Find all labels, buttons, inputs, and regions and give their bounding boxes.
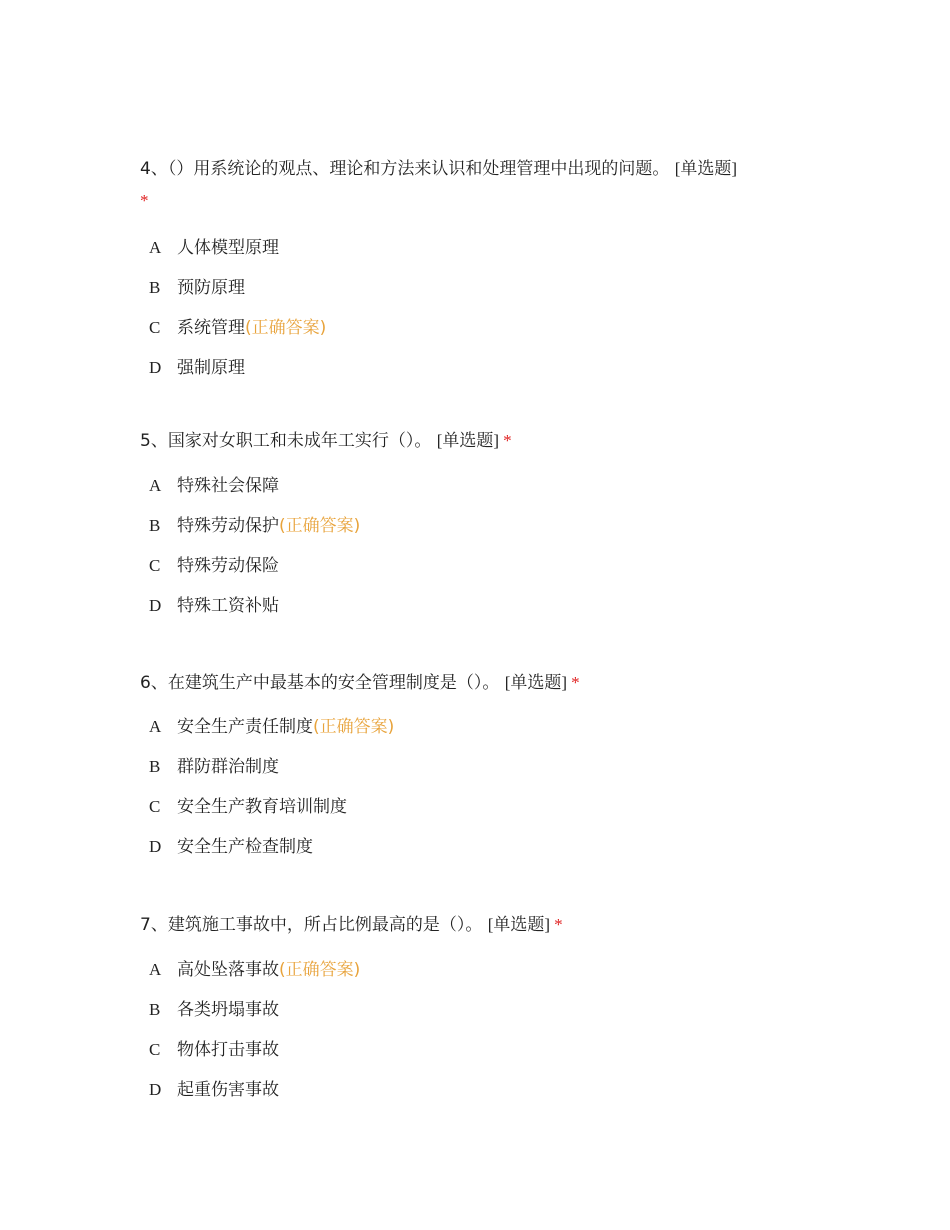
option-d[interactable] xyxy=(140,586,820,626)
question-title xyxy=(140,909,820,941)
option-d[interactable] xyxy=(140,827,820,867)
option-a[interactable] xyxy=(140,228,820,268)
option-d[interactable] xyxy=(140,348,820,388)
option-text: 高处坠落事故 xyxy=(177,960,279,980)
option-list xyxy=(140,950,820,1110)
option-a[interactable] xyxy=(140,707,820,747)
option-letter: D xyxy=(149,358,162,377)
option-b[interactable] xyxy=(140,747,820,787)
correct-answer-tag: (正确答案) xyxy=(245,318,327,338)
option-letter: A xyxy=(149,476,162,495)
option-text: 特殊社会保障 xyxy=(177,476,279,496)
option-d[interactable] xyxy=(140,1070,820,1110)
option-c[interactable] xyxy=(140,787,820,827)
question-title xyxy=(140,667,820,699)
option-letter: D xyxy=(149,596,162,615)
option-c[interactable] xyxy=(140,546,820,586)
option-text: 群防群治制度 xyxy=(177,757,279,777)
option-text: 各类坍塌事故 xyxy=(177,1000,279,1020)
question-text: 6、在建筑生产中最基本的安全管理制度是（）。 xyxy=(140,673,500,693)
option-text: 预防原理 xyxy=(177,278,245,298)
question-title xyxy=(140,153,820,217)
question-4 xyxy=(140,153,820,388)
question-7 xyxy=(140,909,820,1110)
question-type-label: [单选题] xyxy=(436,431,500,450)
option-list xyxy=(140,228,820,388)
required-mark: * xyxy=(554,915,563,934)
option-text: 安全生产检查制度 xyxy=(177,837,313,857)
question-6 xyxy=(140,667,820,867)
option-list xyxy=(140,707,820,867)
correct-answer-tag: (正确答案) xyxy=(313,717,395,737)
option-text: 安全生产教育培训制度 xyxy=(177,797,347,817)
option-letter: B xyxy=(149,757,161,776)
required-mark: * xyxy=(571,673,580,692)
option-text: 安全生产责任制度 xyxy=(177,717,313,737)
option-text: 物体打击事故 xyxy=(177,1040,279,1060)
question-type-label: [单选题] xyxy=(504,673,568,692)
option-b[interactable] xyxy=(140,990,820,1030)
option-letter: C xyxy=(149,1040,161,1059)
option-c[interactable] xyxy=(140,308,820,348)
option-text: 人体模型原理 xyxy=(177,238,279,258)
option-text: 特殊工资补贴 xyxy=(177,596,279,616)
option-letter: B xyxy=(149,1000,161,1019)
option-text: 特殊劳动保护 xyxy=(177,516,279,536)
option-text: 系统管理 xyxy=(177,318,245,338)
question-5 xyxy=(140,425,820,626)
question-text: 5、国家对女职工和未成年工实行（）。 xyxy=(140,431,432,451)
option-letter: A xyxy=(149,717,162,736)
question-type-label: [单选题] xyxy=(674,159,738,178)
option-letter: C xyxy=(149,318,161,337)
option-letter: D xyxy=(149,1080,162,1099)
option-text: 特殊劳动保险 xyxy=(177,556,279,576)
required-mark: * xyxy=(140,191,149,210)
option-letter: B xyxy=(149,516,161,535)
question-text: 4、（）用系统论的观点、理论和方法来认识和处理管理中出现的问题。 xyxy=(140,159,670,179)
option-letter: A xyxy=(149,960,162,979)
question-title xyxy=(140,425,820,457)
option-c[interactable] xyxy=(140,1030,820,1070)
option-letter: B xyxy=(149,278,161,297)
option-a[interactable] xyxy=(140,466,820,506)
option-text: 起重伤害事故 xyxy=(177,1080,279,1100)
option-b[interactable] xyxy=(140,506,820,546)
option-letter: C xyxy=(149,797,161,816)
option-b[interactable] xyxy=(140,268,820,308)
correct-answer-tag: (正确答案) xyxy=(279,516,361,536)
required-mark: * xyxy=(503,431,512,450)
option-letter: A xyxy=(149,238,162,257)
option-letter: D xyxy=(149,837,162,856)
option-letter: C xyxy=(149,556,161,575)
question-text: 7、建筑施工事故中，所占比例最高的是（）。 xyxy=(140,915,483,935)
option-text: 强制原理 xyxy=(177,358,245,378)
question-type-label: [单选题] xyxy=(487,915,551,934)
correct-answer-tag: (正确答案) xyxy=(279,960,361,980)
option-list xyxy=(140,466,820,626)
option-a[interactable] xyxy=(140,950,820,990)
